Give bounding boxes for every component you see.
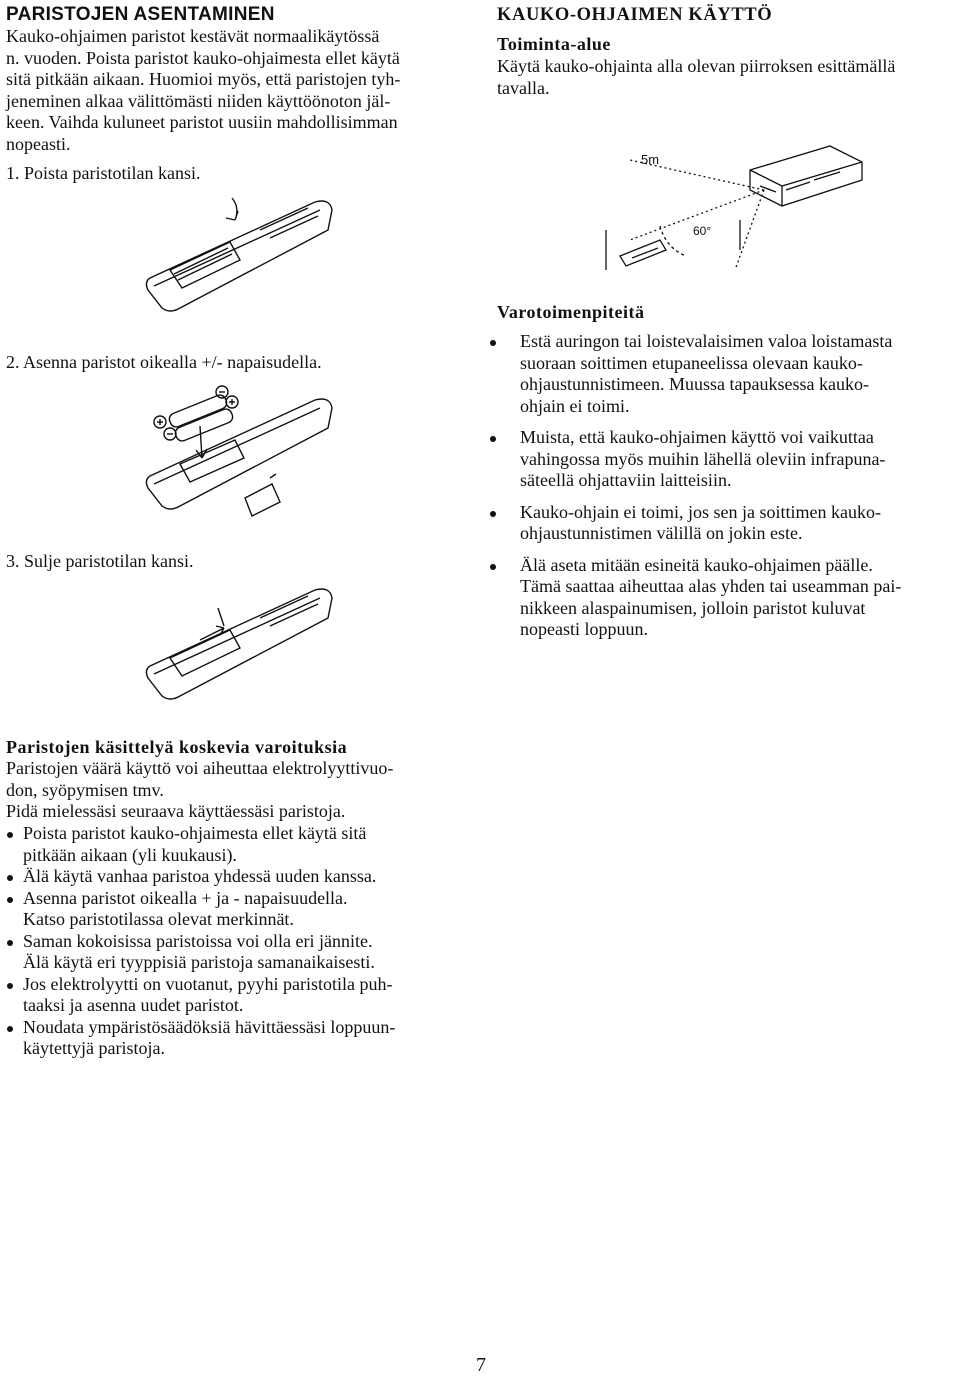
intro-line: Paristojen väärä käyttö voi aiheuttaa elektrolyyttivuo- <box>6 758 394 778</box>
list-item <box>4 866 474 888</box>
step-1: 1. Poista paristotilan kansi. <box>6 163 201 183</box>
step-2: 2. Asenna paristot oikealla +/- napaisudella. <box>6 352 322 372</box>
bullet-icon <box>7 875 13 881</box>
bullet-icon <box>7 983 13 989</box>
intro-line: n. vuoden. Poista paristot kauko-ohjaimesta ellet käytä <box>6 47 400 68</box>
list-item-line: Asenna paristot oikealla + ja - napaisuudella. <box>23 887 348 908</box>
subtitle-operating-range: Toiminta-alue <box>497 34 611 54</box>
battery-install-intro <box>6 26 400 155</box>
bullet-icon <box>490 436 496 442</box>
list-item-line: Estä auringon tai loistevalaisimen valoa loistamasta <box>520 331 893 351</box>
list-item <box>486 331 956 417</box>
list-item <box>486 502 956 545</box>
list-item-line: Älä käytä vanhaa paristoa yhdessä uuden kanssa. <box>23 866 377 886</box>
list-item-line: käytettyjä paristoja. <box>23 1038 165 1058</box>
intro-line: keen. Vaihda kuluneet paristot uusiin mahdollisimman <box>6 112 398 132</box>
list-item-line: Älä aseta mitään esineitä kauko-ohjaimen päälle. <box>520 554 873 575</box>
list-item <box>4 931 474 974</box>
text-line: tavalla. <box>497 77 550 98</box>
list-item-line: Noudata ympäristösäädöksiä hävittäessäsi loppuun- <box>23 1016 396 1037</box>
list-item-line: Kauko-ohjain ei toimi, jos sen ja soittimen kauko- <box>520 501 881 522</box>
remote-close-cover-illustration <box>140 578 340 708</box>
bullet-icon <box>7 1026 13 1032</box>
list-item-line: taaksi ja asenna uudet paristot. <box>23 995 244 1015</box>
list-item-line: nikkeen alaspainumisen, jolloin paristot kuluvat <box>520 597 866 618</box>
list-item-line: Muista, että kauko-ohjaimen käyttö voi vaikuttaa <box>520 427 874 447</box>
list-item-line: säteellä ohjattaviin laitteisiin. <box>520 470 732 490</box>
diagram-distance-label: 5m <box>641 152 660 167</box>
battery-warnings-intro <box>6 758 393 823</box>
intro-line: Kauko-ohjaimen paristot kestävät normaalikäytössä <box>6 26 380 46</box>
intro-line: Pidä mielessäsi seuraava käyttäessäsi paristoja. <box>6 801 346 821</box>
intro-line: don, syöpymisen tmv. <box>6 779 164 800</box>
list-item <box>4 888 474 931</box>
list-item-line: Katso paristotilassa olevat merkinnät. <box>23 909 294 929</box>
list-item-line: nopeasti loppuun. <box>520 619 648 639</box>
list-item <box>4 823 474 866</box>
section-title-remote-usage: KAUKO-OHJAIMEN KÄYTTÖ <box>497 5 773 25</box>
text-line: Käytä kauko-ohjainta alla olevan piirroksen esittämällä <box>497 56 896 76</box>
bullet-icon <box>490 511 496 517</box>
operating-range-text <box>497 56 895 99</box>
intro-line: nopeasti. <box>6 133 71 154</box>
precautions-title: Varotoimenpiteitä <box>497 302 645 322</box>
bullet-icon <box>7 897 13 903</box>
battery-warnings-title: Paristojen käsittelyä koskevia varoituksia <box>6 737 348 757</box>
operating-range-diagram <box>600 120 870 280</box>
list-item <box>4 974 474 1017</box>
list-item-line: pitkään aikaan (yli kuukausi). <box>23 844 237 865</box>
list-item-line: Tämä saattaa aiheuttaa alas yhden tai useamman pai- <box>520 576 902 596</box>
intro-line: jeneminen alkaa välittömästi niiden käyttöönoton jäl- <box>6 90 391 111</box>
list-item-line: vahingossa myös muihin lähellä oleviin infrapuna- <box>520 448 886 469</box>
bullet-icon <box>490 564 496 570</box>
list-item-line: Jos elektrolyytti on vuotanut, pyyhi paristotila puh- <box>23 973 393 994</box>
list-item-line: ohjaustunnistimeen. Muussa tapauksessa kauko- <box>520 374 869 394</box>
intro-line: sitä pitkään aikaan. Huomioi myös, että paristojen tyh- <box>6 69 401 89</box>
list-item-line: Saman kokoisissa paristoissa voi olla eri jännite. <box>23 930 373 951</box>
list-item <box>4 1017 474 1060</box>
step-3: 3. Sulje paristotilan kansi. <box>6 551 194 571</box>
list-item-line: Poista paristot kauko-ohjaimesta ellet käytä sitä <box>23 823 367 843</box>
precautions-list <box>486 331 956 651</box>
list-item-line: suoraan soittimen etupaneelissa olevaan kauko- <box>520 352 863 373</box>
list-item-line: Älä käytä eri tyyppisiä paristoja samanaikaisesti. <box>23 952 375 972</box>
remote-remove-cover-illustration <box>140 190 340 320</box>
diagram-angle-label: 60° <box>693 224 712 238</box>
list-item <box>486 427 956 492</box>
page-number: 7 <box>476 1354 486 1376</box>
remote-insert-batteries-illustration <box>140 378 340 528</box>
bullet-icon <box>7 940 13 946</box>
list-item <box>486 555 956 641</box>
bullet-icon <box>490 340 496 346</box>
battery-warnings-list <box>4 823 474 1060</box>
list-item-line: ohjaustunnistimen välillä on jokin este. <box>520 523 803 543</box>
bullet-icon <box>7 832 13 838</box>
list-item-line: ohjain ei toimi. <box>520 395 630 416</box>
section-title-battery-install: PARISTOJEN ASENTAMINEN <box>6 4 275 25</box>
